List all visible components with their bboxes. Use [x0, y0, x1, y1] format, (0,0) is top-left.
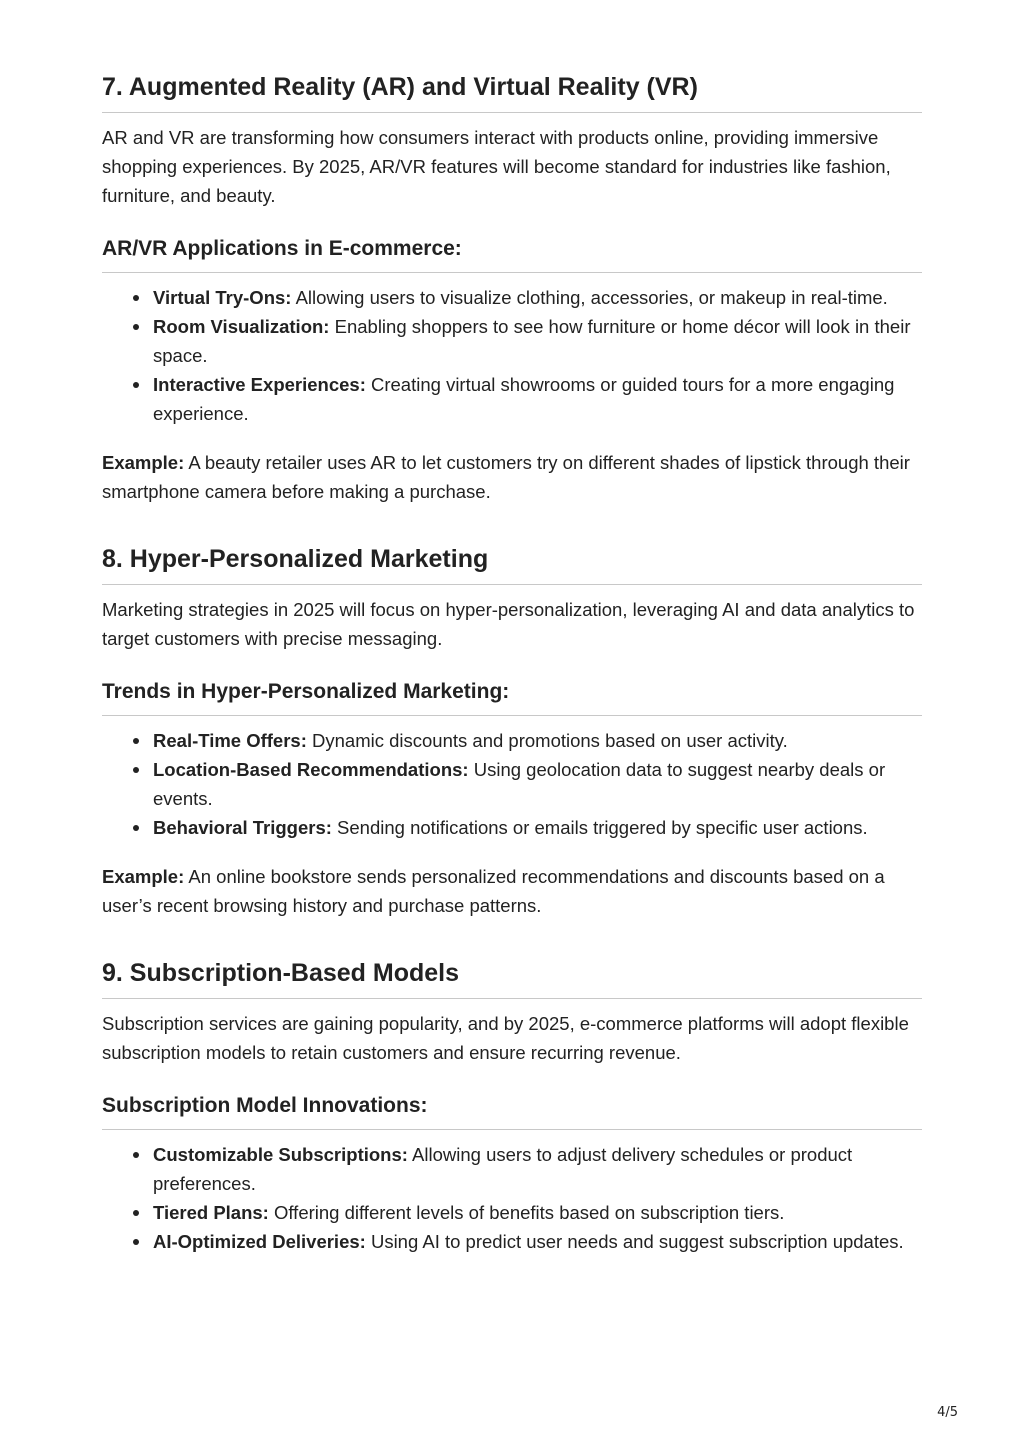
bullet-list-ar-vr: [102, 283, 922, 428]
bullet-term: Room Visualization:: [153, 316, 330, 337]
bullet-term: Real-Time Offers:: [153, 730, 307, 751]
bullet-text: Dynamic discounts and promotions based on user activity.: [306, 730, 788, 751]
example-text: A beauty retailer uses AR to let customers try on different shades of lipstick through their smartphone camera before making a purchase.: [102, 452, 910, 502]
bullet-text: Sending notifications or emails triggered by specific user actions.: [331, 817, 868, 838]
bullet-icon: [133, 1210, 139, 1216]
bullet-icon: [133, 738, 139, 744]
bullet-icon: [133, 1239, 139, 1245]
list-item: [153, 1140, 922, 1198]
bullet-icon: [133, 825, 139, 831]
list-item: [153, 1198, 922, 1227]
bullet-icon: [133, 767, 139, 773]
subtitle-ar-vr-applications: AR/VR Applications in E-commerce:: [102, 234, 922, 273]
example-ar-vr: [102, 448, 922, 506]
bullet-icon: [133, 382, 139, 388]
bullet-term: Location-Based Recommendations:: [153, 759, 469, 780]
bullet-text: Using geolocation data to suggest nearby deals or events.: [153, 759, 886, 809]
section-intro-ar-vr: AR and VR are transforming how consumers interact with products online, providing immersive shopping experiences. By 2025, AR/VR features will become standard for industries like fashion, furniture, and beauty.: [102, 127, 891, 206]
page-number: 4/5: [937, 1405, 958, 1420]
bullet-text: Creating virtual showrooms or guided tours for a more engaging experience.: [153, 374, 895, 424]
bullet-term: Virtual Try-Ons:: [153, 287, 292, 308]
list-item: [153, 1227, 922, 1256]
list-item: [153, 726, 922, 755]
example-label: Example:: [102, 452, 185, 473]
bullet-text: Allowing users to visualize clothing, accessories, or makeup in real-time.: [291, 287, 888, 308]
section-title-hyper-personalized: 8. Hyper-Personalized Marketing: [102, 542, 922, 585]
bullet-icon: [133, 295, 139, 301]
document-page: [102, 70, 922, 1256]
bullet-term: Customizable Subscriptions:: [153, 1144, 408, 1165]
section-title-subscription: 9. Subscription-Based Models: [102, 956, 922, 999]
bullet-term: Tiered Plans:: [153, 1202, 269, 1223]
bullet-icon: [133, 324, 139, 330]
bullet-icon: [133, 1152, 139, 1158]
section-intro-subscription: Subscription services are gaining popularity, and by 2025, e-commerce platforms will adopt flexible subscription models to retain customers and ensure recurring revenue.: [102, 1013, 909, 1063]
list-item: [153, 370, 922, 428]
subtitle-subscription-innovations: Subscription Model Innovations:: [102, 1091, 922, 1130]
list-item: [153, 755, 922, 813]
bullet-list-subscription: [102, 1140, 922, 1256]
bullet-term: AI-Optimized Deliveries:: [153, 1231, 366, 1252]
subtitle-hyper-personalized-trends: Trends in Hyper-Personalized Marketing:: [102, 677, 922, 716]
list-item: [153, 283, 922, 312]
bullet-text: Allowing users to adjust delivery schedules or product preferences.: [153, 1144, 853, 1194]
example-label: Example:: [102, 866, 185, 887]
bullet-list-hyper-personalized: [102, 726, 922, 842]
section-intro-hyper-personalized: Marketing strategies in 2025 will focus on hyper-personalization, leveraging AI and data analytics to target customers with precise messaging.: [102, 599, 915, 649]
bullet-term: Interactive Experiences:: [153, 374, 366, 395]
example-text: An online bookstore sends personalized recommendations and discounts based on a user’s recent browsing history and purchase patterns.: [102, 866, 885, 916]
bullet-text: Offering different levels of benefits based on subscription tiers.: [268, 1202, 785, 1223]
list-item: [153, 813, 922, 842]
example-hyper-personalized: [102, 862, 922, 920]
bullet-text: Enabling shoppers to see how furniture or home décor will look in their space.: [153, 316, 911, 366]
bullet-term: Behavioral Triggers:: [153, 817, 332, 838]
list-item: [153, 312, 922, 370]
bullet-text: Using AI to predict user needs and suggest subscription updates.: [365, 1231, 904, 1252]
section-title-ar-vr: 7. Augmented Reality (AR) and Virtual Reality (VR): [102, 70, 922, 113]
